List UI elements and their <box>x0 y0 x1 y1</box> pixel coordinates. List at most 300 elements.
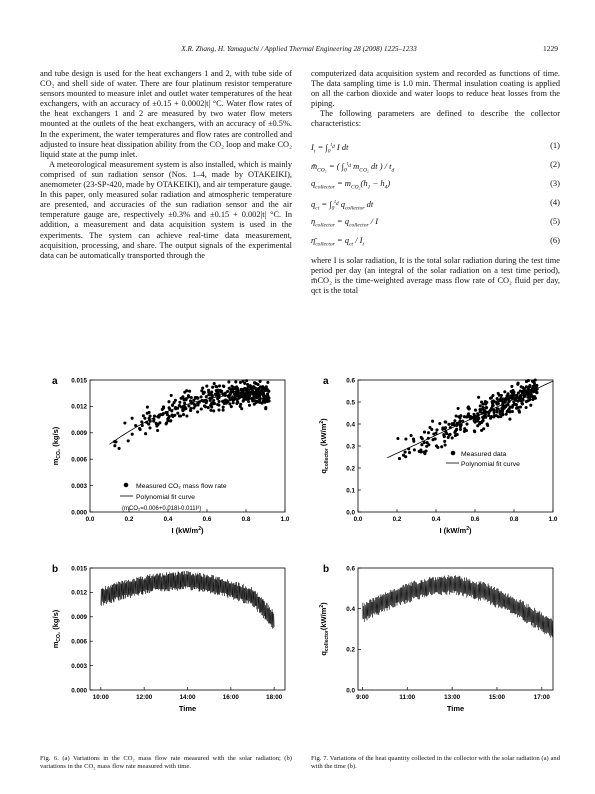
scatter-point <box>170 394 173 397</box>
equation-6: $\etā_{collector} = q_{ct} / I_t$ (6) <box>311 234 560 248</box>
scatter-point <box>253 396 256 399</box>
x-axis-label: I $(kW/m^2)$ <box>439 526 472 535</box>
scatter-point <box>234 380 237 383</box>
scatter-point <box>118 447 121 450</box>
scatter-point <box>222 385 225 388</box>
legend-equation: (mCO₂=0.006+0.018I-0.011I²) <box>122 506 202 512</box>
scatter-point <box>420 443 423 446</box>
scatter-point <box>123 421 126 424</box>
x-tick-label: 17:00 <box>533 694 550 701</box>
scatter-point <box>517 392 520 395</box>
scatter-point <box>139 428 142 431</box>
scatter-point <box>168 406 171 409</box>
y-tick-label: 0.5 <box>346 399 355 407</box>
scatter-point <box>499 410 502 413</box>
scatter-point <box>246 383 249 386</box>
y-axis-label: $m_{CO_2}$ (kg/s) <box>51 426 62 466</box>
scatter-point <box>518 411 521 414</box>
x-tick-label: 16:00 <box>222 694 239 701</box>
equation-3: $q_{collector} = m_{CO_2}(h_1 - h_4)$ (3) <box>311 177 560 191</box>
scatter-point <box>451 436 454 439</box>
scatter-point <box>178 401 181 404</box>
scatter-point <box>205 401 208 404</box>
panel-label: b <box>52 564 59 575</box>
scatter-point <box>492 404 495 407</box>
scatter-point <box>127 439 130 442</box>
x-tick-label: 1.0 <box>548 516 558 523</box>
scatter-point <box>510 385 513 388</box>
x-tick-label: 1.0 <box>280 516 290 523</box>
scatter-point <box>465 429 468 432</box>
scatter-point <box>420 436 423 439</box>
legend-points-label: Measured data <box>461 451 507 458</box>
scatter-point <box>506 392 509 395</box>
y-tick-label: 0.003 <box>71 662 87 670</box>
scatter-point <box>479 410 482 413</box>
scatter-point <box>207 406 210 409</box>
scatter-point <box>171 404 174 407</box>
scatter-point <box>202 392 205 395</box>
scatter-point <box>248 404 251 407</box>
panel-label: b <box>323 564 330 575</box>
legend-line-label: Polynomial fit curve <box>136 494 195 501</box>
scatter-point <box>440 445 443 448</box>
figure-6b <box>40 560 292 725</box>
scatter-point <box>263 401 266 404</box>
scatter-point <box>515 407 518 410</box>
scatter-point <box>423 452 426 455</box>
scatter-point <box>486 424 489 427</box>
scatter-point <box>491 400 494 403</box>
scatter-point <box>218 384 221 387</box>
x-tick-label: 0.0 <box>85 516 95 523</box>
panel-label: a <box>323 376 329 387</box>
scatter-point <box>456 422 459 425</box>
scatter-point <box>434 437 437 440</box>
scatter-point <box>479 404 482 407</box>
scatter-point <box>211 386 214 389</box>
scatter-point <box>535 384 538 387</box>
scatter-point <box>503 406 506 409</box>
scatter-point <box>511 404 514 407</box>
scatter-point <box>515 403 518 406</box>
y-tick-label: 0.3 <box>346 443 355 451</box>
scatter-point <box>228 396 231 399</box>
scatter-point <box>501 413 504 416</box>
y-tick-label: 0.012 <box>71 403 87 411</box>
scatter-point <box>455 428 458 431</box>
y-tick-label: 0.012 <box>71 589 87 597</box>
scatter-point <box>220 390 223 393</box>
scatter-point <box>489 397 492 400</box>
scatter-point <box>413 448 416 451</box>
legend-points-label: Measured CO₂ mass flow rate <box>136 483 227 490</box>
scatter-point <box>243 393 246 396</box>
running-header <box>40 44 558 56</box>
scatter-point <box>430 428 433 431</box>
scatter-point <box>408 451 411 454</box>
scatter-point <box>144 432 147 435</box>
x-tick-label: 14:00 <box>179 694 196 701</box>
scatter-point <box>483 414 486 417</box>
x-tick-label: 0.0 <box>353 516 363 523</box>
y-tick-label: 0.0 <box>346 687 355 695</box>
scatter-point <box>217 389 220 392</box>
scatter-point <box>252 391 255 394</box>
scatter-point <box>235 402 238 405</box>
scatter-point <box>217 404 220 407</box>
x-axis-label: I $(kW/m^2)$ <box>171 526 204 535</box>
scatter-point <box>131 417 134 420</box>
scatter-point <box>457 415 460 418</box>
scatter-point <box>404 437 407 440</box>
scatter-point <box>508 410 511 413</box>
scatter-point <box>427 431 430 434</box>
y-tick-label: 0.1 <box>346 487 355 495</box>
scatter-point <box>398 457 401 460</box>
scatter-point <box>453 419 456 422</box>
x-tick-label: 0.2 <box>392 516 402 523</box>
scatter-point <box>205 385 208 388</box>
scatter-point <box>523 389 526 392</box>
equation-2: $m̄_{CO_2}$ = ( $\int_0^{t_d}$ $m_{CO_2}$ dt ) / $t_d$ (2) <box>311 158 560 174</box>
scatter-point <box>485 401 488 404</box>
x-tick-label: 0.8 <box>509 516 519 523</box>
scatter-point <box>504 399 507 402</box>
scatter-point <box>479 421 482 424</box>
scatter-point <box>425 445 428 448</box>
scatter-point <box>213 382 216 385</box>
scatter-point <box>193 403 196 406</box>
x-tick-label: 0.4 <box>163 516 173 523</box>
x-tick-label: 11:00 <box>399 694 416 701</box>
scatter-point <box>257 390 260 393</box>
scatter-point <box>444 421 447 424</box>
scatter-point <box>266 396 269 399</box>
scatter-point <box>249 387 252 390</box>
scatter-point <box>205 395 208 398</box>
legend-marker <box>451 451 456 456</box>
scatter-point <box>508 405 511 408</box>
paragraph: computerized data acquisition system and recorded as functions of time. The data sampling time is 1.0 min. Thermal insulation coating is applied on all the carbon dioxide and water loops to reduce heat losses from the piping. <box>311 69 560 109</box>
scatter-point <box>482 427 485 430</box>
scatter-point <box>131 433 134 436</box>
scatter-point <box>189 407 192 410</box>
scatter-point <box>465 423 468 426</box>
scatter-point <box>453 431 456 434</box>
figure-7a <box>311 372 560 547</box>
scatter-point <box>239 395 242 398</box>
scatter-point <box>176 412 179 415</box>
scatter-point <box>533 395 536 398</box>
scatter-point <box>496 410 499 413</box>
x-tick-label: 0.6 <box>470 516 480 523</box>
scatter-point <box>526 396 529 399</box>
scatter-point <box>257 383 260 386</box>
scatter-point <box>167 400 170 403</box>
scatter-point <box>476 424 479 427</box>
time-series-line <box>101 571 274 629</box>
scatter-point <box>493 411 496 414</box>
scatter-point <box>222 401 225 404</box>
scatter-point <box>213 402 216 405</box>
time-series-line <box>363 575 554 639</box>
legend-marker <box>124 483 129 488</box>
scatter-point <box>171 415 174 418</box>
scatter-point <box>216 391 219 394</box>
equation-4: $q_{ct} = \int_0^{t_d}$ $q_{collector}$ dt (4) <box>311 196 560 212</box>
x-tick-label: 0.4 <box>431 516 441 523</box>
x-tick-label: 12:00 <box>136 694 153 701</box>
figure-6a <box>40 372 292 547</box>
scatter-point <box>493 414 496 417</box>
scatter-point <box>201 386 204 389</box>
y-tick-label: 0.2 <box>346 646 355 654</box>
scatter-point <box>197 403 200 406</box>
scatter-point <box>185 389 188 392</box>
scatter-point <box>512 400 515 403</box>
scatter-point <box>227 380 230 383</box>
scatter-point <box>426 441 429 444</box>
y-tick-label: 0.015 <box>71 377 87 385</box>
y-tick-label: 0.006 <box>71 456 87 464</box>
scatter-point <box>420 450 423 453</box>
scatter-point <box>166 413 169 416</box>
scatter-point <box>447 423 450 426</box>
scatter-point <box>196 410 199 413</box>
scatter-point <box>454 434 457 437</box>
scatter-point <box>512 391 515 394</box>
figure-6-caption: Fig. 6. (a) Variations in the CO₂ mass flow rate measured with the solar radiation; (b) variations in the CO₂ mass flow rate measured with time. <box>40 755 292 771</box>
scatter-point <box>209 409 212 412</box>
scatter-point <box>412 438 415 441</box>
fit-curve <box>387 381 553 458</box>
scatter-point <box>453 423 456 426</box>
scatter-point <box>501 401 504 404</box>
x-tick-label: 13:00 <box>444 694 461 701</box>
scatter-point <box>519 399 522 402</box>
scatter-point <box>234 386 237 389</box>
scatter-point <box>525 406 528 409</box>
y-tick-label: 0.4 <box>346 605 355 613</box>
scatter-point <box>511 410 514 413</box>
scatter-point <box>259 390 262 393</box>
scatter-point <box>491 394 494 397</box>
scatter-point <box>459 428 462 431</box>
scatter-point <box>200 395 203 398</box>
legend <box>446 451 520 468</box>
scatter-point <box>404 451 407 454</box>
scatter-point <box>190 396 193 399</box>
scatter-point <box>200 407 203 410</box>
scatter-point <box>243 387 246 390</box>
scatter-point <box>156 429 159 432</box>
scatter-point <box>481 403 484 406</box>
scatter-point <box>527 399 530 402</box>
scatter-point <box>155 422 158 425</box>
scatter-point <box>234 397 237 400</box>
scatter-point <box>247 397 250 400</box>
scatter-point <box>474 409 477 412</box>
scatter-point <box>445 432 448 435</box>
scatter-point <box>212 399 215 402</box>
scatter-point <box>410 434 413 437</box>
scatter-point <box>500 394 503 397</box>
y-tick-label: 0.4 <box>346 421 355 429</box>
figure-7-caption: Fig. 7. Variations of the heat quantity collected in the collector with the solar radiation (a) and with the time (b). <box>311 755 560 771</box>
scatter-point <box>232 401 235 404</box>
scatter-point <box>222 409 225 412</box>
page-number: 1229 <box>543 44 558 53</box>
scatter-point <box>146 406 149 409</box>
scatter-point <box>147 423 150 426</box>
x-tick-label: 9:00 <box>356 694 369 701</box>
legend-line-label: Polynomial fit curve <box>461 461 520 468</box>
scatter-point <box>173 401 176 404</box>
scatter-point <box>178 414 181 417</box>
scatter-point <box>499 397 502 400</box>
scatter-point <box>214 385 217 388</box>
scatter-point <box>497 408 500 411</box>
scatter-point <box>218 400 221 403</box>
legend <box>120 483 227 512</box>
scatter-point <box>435 428 438 431</box>
scatter-point <box>432 432 435 435</box>
y-tick-label: 0.000 <box>71 687 87 695</box>
scatter-point <box>485 406 488 409</box>
scatter-point <box>207 390 210 393</box>
scatter-point <box>237 390 240 393</box>
scatter-point <box>230 405 233 408</box>
scatter-point <box>506 403 509 406</box>
scatter-point <box>187 404 190 407</box>
scatter-point <box>230 389 233 392</box>
scatter-point <box>442 433 445 436</box>
scatter-point <box>266 389 269 392</box>
scatter-point <box>481 406 484 409</box>
scatter-point <box>255 387 258 390</box>
scatter-point <box>444 443 447 446</box>
x-tick-label: 15:00 <box>488 694 506 701</box>
x-tick-label: 0.6 <box>202 516 212 523</box>
scatter-point <box>443 440 446 443</box>
y-tick-label: 0.0 <box>346 509 355 517</box>
scatter-point <box>435 444 438 447</box>
scatter-point <box>438 422 441 425</box>
scatter-point <box>258 401 261 404</box>
scatter-point <box>148 426 151 429</box>
scatter-point <box>228 387 231 390</box>
scatter-point <box>431 420 434 423</box>
scatter-point <box>525 380 528 383</box>
scatter-point <box>467 405 470 408</box>
scatter-point <box>169 419 172 422</box>
scatter-point <box>447 436 450 439</box>
scatter-point <box>182 413 185 416</box>
left-text-column <box>40 69 292 261</box>
scatter-point <box>185 414 188 417</box>
scatter-point <box>521 386 524 389</box>
journal-citation: X.R. Zhang, H. Yamaguchi / Applied Thermal Engineering 28 (2008) 1225–1233 <box>181 44 417 53</box>
scatter-point <box>181 408 184 411</box>
chart-6a <box>40 372 292 542</box>
scatter-point <box>204 405 207 408</box>
chart-6b <box>40 560 292 720</box>
x-tick-label: 0.2 <box>124 516 134 523</box>
scatter-point <box>254 399 257 402</box>
y-tick-label: 0.003 <box>71 482 87 490</box>
panel-label: a <box>52 376 58 387</box>
y-tick-label: 0.6 <box>346 377 355 385</box>
x-tick-label: 10:00 <box>92 694 109 701</box>
scatter-point <box>264 407 267 410</box>
y-tick-label: 0.009 <box>71 430 87 438</box>
equation-block <box>311 136 560 250</box>
scatter-point <box>490 415 493 418</box>
scatter-point <box>532 385 535 388</box>
y-axis-label: $q_{collector}(kW/m^2)$ <box>319 602 330 656</box>
scatter-point <box>188 390 191 393</box>
scatter-point <box>466 414 469 417</box>
y-tick-label: 0.006 <box>71 638 87 646</box>
scatter-point <box>142 414 145 417</box>
x-axis-label: Time <box>446 704 465 713</box>
scatter-point <box>217 408 220 411</box>
scatter-point <box>529 404 532 407</box>
y-tick-label: 0.015 <box>71 565 87 573</box>
scatter-point <box>496 397 499 400</box>
scatter-point <box>222 406 225 409</box>
y-tick-label: 0.009 <box>71 614 87 622</box>
scatter-point <box>487 414 490 417</box>
equation-1: $I_t = \int_0^{t_d}$ I dt (1) <box>311 139 560 155</box>
scatter-point <box>200 389 203 392</box>
scatter-point <box>503 390 506 393</box>
scatter-point <box>505 413 508 416</box>
scatter-point <box>477 396 480 399</box>
scatter-point <box>185 397 188 400</box>
scatter-point <box>194 396 197 399</box>
scatter-point <box>165 422 168 425</box>
scatter-point <box>423 431 426 434</box>
scatter-point <box>457 407 460 410</box>
y-tick-label: 0.6 <box>346 565 355 573</box>
paragraph: and tube design is used for the heat exchangers 1 and 2, with tube side of CO₂ and shell side of water. There are four platinum resistor temperature sensors mounted to measure inlet and outlet water temperatures of the heat exchangers, with an accuracy of ±0.15 + 0.0002|t| °C. Water flow rates of the heat exchangers 1 and 2 are measured by two water flow meters mounted at the outlets of the heat exchangers, with an accuracy of ±0.5%. In the experiment, the water temperatures and flow rates are controlled and adjusted to insure heat dissipation ability from the CO₂ loop and make CO₂ liquid state at the pump inlet. <box>40 69 292 159</box>
scatter-point <box>525 385 528 388</box>
scatter-point <box>473 430 476 433</box>
scatter-point <box>225 402 228 405</box>
paragraph: where I is solar radiation, It is the total solar radiation during the test time period per day (an integral of the solar radiation on a test time period), m̄CO₂ is the time-weighted average mass flow rate of CO₂ fluid per day, qct is the total <box>311 255 560 295</box>
scatter-point <box>441 428 444 431</box>
scatter-point <box>228 402 231 405</box>
scatter-point <box>528 384 531 387</box>
equation-5: $\eta_{collector} = q_{collector} / I$ (5) <box>311 215 560 229</box>
scatter-point <box>253 403 256 406</box>
chart-7a <box>311 372 560 542</box>
chart-7b <box>311 560 560 720</box>
figure-7b <box>311 560 560 725</box>
scatter-point <box>184 407 187 410</box>
scatter-point <box>266 381 269 384</box>
paragraph: The following parameters are defined to describe the collector characteristics: <box>311 109 560 129</box>
scatter-point <box>162 406 165 409</box>
scatter-point <box>192 399 195 402</box>
scatter-point <box>240 407 243 410</box>
scatter-point <box>530 393 533 396</box>
x-axis-label: Time <box>178 704 197 713</box>
y-axis-label: $q_{collector}$ $(kW/m^2)$ <box>319 418 330 474</box>
scatter-point <box>517 382 520 385</box>
